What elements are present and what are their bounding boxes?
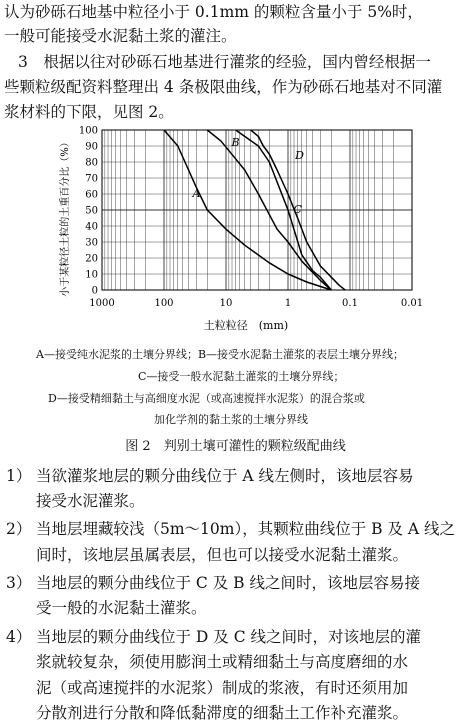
text-line: 一般可能接受水泥黏土浆的灌注。 [4,27,237,45]
y-tick-label: 100 [78,125,98,137]
y-tick-label: 90 [85,141,98,153]
y-axis-label: 小于某粒径土粒的土重百分比（%） [60,137,71,297]
x-tick-label: 1000 [89,298,115,309]
list-item-text: 间时，该地层虽属表层，但也可以接受水泥黏土灌浆。 [36,546,409,564]
curve-label-D: D [295,148,305,162]
list-item-text: 当欲灌浆地层的颗分曲线位于 A 线左侧时，该地层容易 [36,467,414,485]
list-item-text: 泥（或高速搅拌的水泥浆）制成的浆液，有时还须用加 [36,679,409,697]
list-item-text: 当地层的颗分曲线位于 D 及 C 线之间时，对该地层的灌 [36,628,421,646]
curve-label-A: A [192,187,201,201]
text-line: 认为砂砾石地基中粒径小于 0.1mm 的颗粒含量小于 5%时， [4,3,423,21]
chart-grid [102,130,412,290]
list-item-text: 当地层的颗分曲线位于 C 及 B 线之间时，该地层容易接 [36,574,420,592]
x-axis-label: 土粒粒径 (mm) [203,319,289,332]
list-item-number: 4） [6,628,32,646]
legend-line: C—接受一般水泥黏土灌浆的土壤分界线； [138,370,345,383]
curve-label-B: B [231,136,240,149]
y-tick-label: 50 [85,205,98,217]
x-tick-label: 0.01 [400,298,424,309]
legend-line: D—接受精细黏土与高细度水泥（或高速搅拌水泥浆）的混合浆或 [48,392,365,405]
y-tick-label: 60 [85,189,98,201]
y-tick-label: 40 [85,221,98,233]
list-item-text: 分散剂进行分散和降低黏滞度的细黏土工作补充灌浆。 [36,704,409,722]
list-item-text: 浆就较复杂，须使用膨润土或精细黏土与高度磨细的水 [36,653,409,671]
list-item-text: 受一般的水泥黏土灌浆。 [36,599,207,617]
legend-line: 加化学剂的黏土浆的土壤分界线 [154,413,308,426]
grain-size-chart [0,122,471,342]
list-item-text: 接受水泥灌浆。 [36,492,145,510]
y-tick-label: 20 [85,253,98,265]
list-item-number: 1） [6,467,32,485]
list-item-number: 2） [6,520,32,538]
curve-label-C: C [293,203,302,217]
text-line: 些颗粒级配资料整理出 4 条极限曲线，作为砂砾石地基对不同灌 [4,78,443,96]
x-tick-label: 100 [154,298,174,309]
legend-line: A—接受纯水泥浆的土壤分界线；B—接受水泥黏土灌浆的表层土壤分界线； [36,348,405,361]
y-tick-label: 80 [85,157,98,169]
y-tick-label: 0 [91,285,98,297]
x-tick-label: 0.1 [342,298,358,309]
x-tick-label: 10 [219,298,233,309]
chart-labels [79,126,423,310]
text-line: 浆材料的下限，见图 2。 [4,103,174,121]
figure-title: 图 2 判别土壤可灌性的颗粒级配曲线 [125,439,346,454]
y-tick-label: 10 [85,269,98,281]
text-line: 3 根据以往对砂砾石地基进行灌浆的经验，国内曾经根据一 [18,53,431,71]
y-tick-label: 70 [85,173,98,185]
y-tick-label: 30 [85,237,98,249]
list-item-number: 3） [6,574,32,592]
x-tick-label: 1 [284,298,292,309]
list-item-text: 当地层埋藏较浅（5m～10m），其颗粒曲线位于 B 及 A 线之 [36,520,456,538]
